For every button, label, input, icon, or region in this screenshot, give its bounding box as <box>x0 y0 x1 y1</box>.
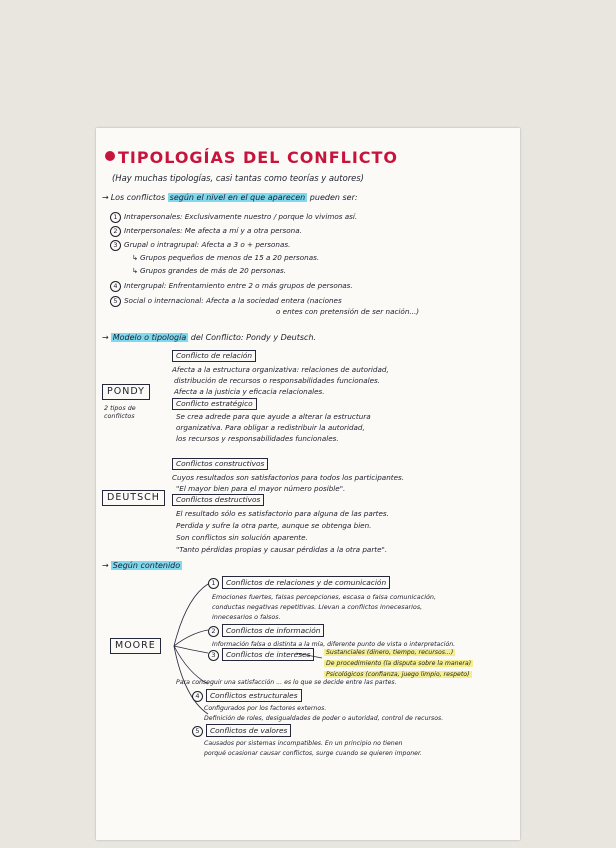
moore-4-line-2: Definición de roles, desigualdades de poder o autoridad, control de recursos. <box>204 715 444 722</box>
subtitle: (Hay muchas tipologías, casi tantas como teorías y autores) <box>112 173 364 183</box>
deutsch-destructivos-line-2: Perdida y sufre la otra parte, aunque se obtenga bien. <box>176 521 372 530</box>
moore-item-5 <box>192 726 291 737</box>
moore-box-estructurales: Conflictos estructurales <box>206 689 302 702</box>
number-circle-icon: 3 <box>208 650 219 661</box>
nivel-item-text: Intrapersonales: Exclusivamente nuestro / porque lo vivimos así. <box>124 212 358 221</box>
moore-box-informacion: Conflictos de información <box>222 624 324 637</box>
contenido-intro-highlight: Según contenido <box>112 561 181 570</box>
nivel-item-5-cont: o entes con pretensión de ser nación...) <box>276 307 420 316</box>
deutsch-destructivos-line-4: "Tanto pérdidas propias y causar pérdidas a la otra parte". <box>176 545 388 554</box>
nivel-subitem-text: Grupos pequeños de menos de 15 a 20 personas. <box>140 253 320 262</box>
pondy-note-1: 2 tipos de <box>104 404 136 412</box>
moore-3-line-1: Para conseguir una satisfacción ... es lo que se decide entre las partes. <box>176 679 397 686</box>
moore-connector-lines <box>96 128 520 840</box>
pondy-intro-highlight: Modelo o tipología <box>112 333 187 342</box>
moore-2-line-1: Información falsa o distinta a la mía, diferente punto de vista o interpretación. <box>212 641 456 648</box>
moore-3-side-2 <box>324 661 473 667</box>
deutsch-destructivos-line-1: El resultado sólo es satisfactorio para alguna de las partes. <box>176 509 389 518</box>
pondy-estrategico-line-1: Se crea adrede para que ayude a alterar la estructura <box>176 412 371 421</box>
pondy-intro-after: del Conflicto: Pondy y Deutsch. <box>190 333 317 342</box>
deutsch-constructivos-line-1: Cuyos resultados son satisfactorios para todos los participantes. <box>172 473 405 482</box>
number-circle-icon: 1 <box>208 578 219 589</box>
page-title: TIPOLOGÍAS DEL CONFLICTO <box>118 148 399 167</box>
number-circle-icon: 2 <box>208 626 219 637</box>
moore-1-line-1: Emociones fuertes, falsas percepciones, escasa o falsa comunicación, <box>212 593 437 601</box>
nivel-item-text: Intergrupal: Enfrentamiento entre 2 o más grupos de personas. <box>124 281 353 290</box>
sub-arrow-icon: ↳ <box>132 266 139 275</box>
nivel-intro-before: Los conflictos <box>110 193 166 202</box>
pondy-box-relacion: Conflicto de relación <box>172 350 256 362</box>
moore-1-line-3: innecesarios o falsos. <box>212 613 281 621</box>
nivel-intro-after: pueden ser: <box>309 193 358 202</box>
moore-3-side-3 <box>324 672 472 678</box>
nivel-intro-highlight: según el nivel en el que aparecen <box>169 193 306 202</box>
deutsch-box-destructivos: Conflictos destructivos <box>172 494 264 506</box>
moore-box-intereses: Conflictos de intereses <box>222 648 314 661</box>
moore-1-line-2: conductas negativas repetitivas. Llevan a conflictos innecesarios, <box>212 603 423 611</box>
moore-label: MOORE <box>110 638 161 654</box>
moore-box-relaciones: Conflictos de relaciones y de comunicación <box>222 576 390 589</box>
number-circle-icon: 4 <box>192 691 203 702</box>
number-circle-icon: 1 <box>110 212 121 223</box>
moore-item-2 <box>208 626 324 637</box>
sub-arrow-icon: ↳ <box>132 253 139 262</box>
moore-3-side-1-text: Sustanciales (dinero, tiempo, recursos...) <box>326 649 454 656</box>
number-circle-icon: 2 <box>110 226 121 237</box>
pondy-note-2: conflictos <box>104 412 135 420</box>
arrow-right-icon: → <box>102 333 109 342</box>
nivel-item-text: Grupal o intragrupal: Afecta a 3 o + personas. <box>124 240 291 249</box>
pondy-relacion-line-3: Afecta a la justicia y eficacia relacionales. <box>174 387 325 396</box>
nivel-subitem-text: Grupos grandes de más de 20 personas. <box>140 266 287 275</box>
moore-item-4 <box>192 691 302 702</box>
moore-box-valores: Conflictos de valores <box>206 724 291 737</box>
number-circle-icon: 5 <box>192 726 203 737</box>
number-circle-icon: 4 <box>110 281 121 292</box>
nivel-item-text: Social o internacional: Afecta a la sociedad entera (naciones <box>124 296 342 305</box>
deutsch-constructivos-line-2: "El mayor bien para el mayor número posible". <box>176 484 346 493</box>
moore-item-3 <box>208 650 314 661</box>
deutsch-box-constructivos: Conflictos constructivos <box>172 458 268 470</box>
moore-4-line-1: Configurados por los factores externos. <box>204 705 327 712</box>
arrow-right-icon: → <box>102 561 109 570</box>
deutsch-destructivos-line-3: Son conflictos sin solución aparente. <box>176 533 308 542</box>
pondy-relacion-line-2: distribución de recursos o responsabilidades funcionales. <box>174 376 381 385</box>
moore-5-line-2: porqué ocasionar causar conflictos, surge cuando se quieren imponer. <box>204 750 422 757</box>
moore-item-1 <box>208 578 390 589</box>
deutsch-label: DEUTSCH <box>102 490 165 506</box>
pondy-estrategico-line-2: organizativa. Para obligar a redistribuir la autoridad, <box>176 423 365 432</box>
notes-sheet <box>96 128 520 840</box>
number-circle-icon: 5 <box>110 296 121 307</box>
pondy-label: PONDY <box>102 384 150 400</box>
pondy-estrategico-line-3: los recursos y responsabilidades funcionales. <box>176 434 339 443</box>
pondy-relacion-line-1: Afecta a la estructura organizativa: relaciones de autoridad, <box>172 365 389 374</box>
nivel-item-text: Interpersonales: Me afecta a mí y a otra persona. <box>124 226 302 235</box>
pondy-box-estrategico: Conflicto estratégico <box>172 398 257 410</box>
arrow-right-icon: → <box>102 193 109 202</box>
moore-3-side-2-text: De procedimiento (la disputa sobre la manera) <box>326 660 472 667</box>
moore-3-side-3-text: Psicológicos (confianza, juego limpio, respeto) <box>326 671 470 678</box>
moore-3-side-1 <box>324 650 455 656</box>
moore-5-line-1: Causados por sistemas incompatibles. En un principio no tienen <box>204 740 403 747</box>
number-circle-icon: 3 <box>110 240 121 251</box>
